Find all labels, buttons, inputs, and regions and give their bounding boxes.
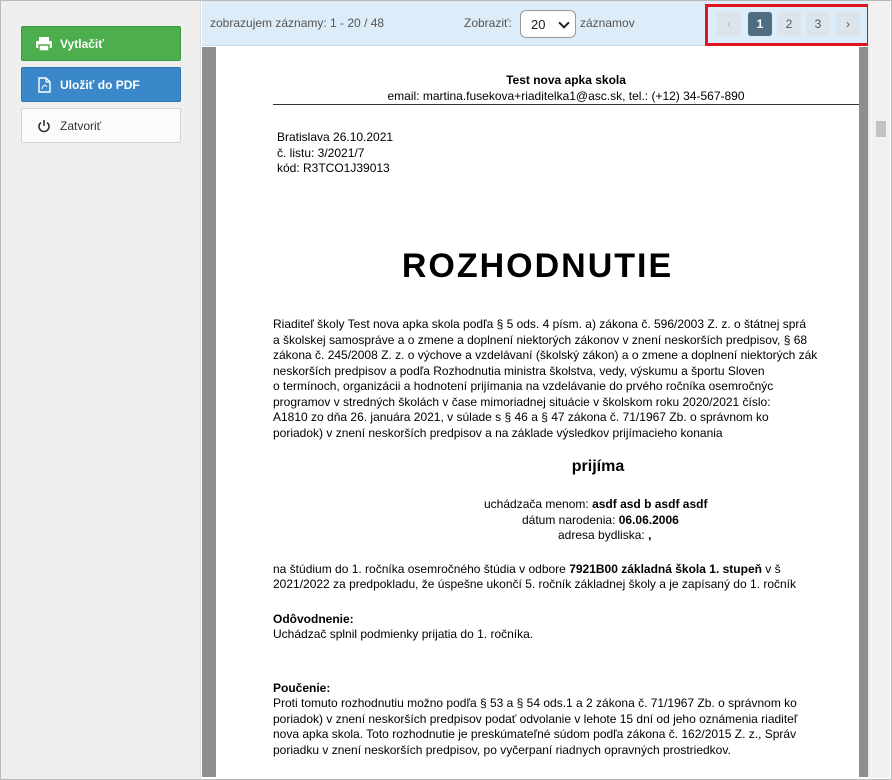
intro-line: neskorších predpisov a podľa Rozhodnutia ministra školstva, vedy, výskumu a športu Sloven [273, 363, 765, 378]
pdf-label: Uložiť do PDF [60, 77, 140, 92]
chevron-down-icon [558, 17, 569, 28]
intro-line: o termínoch, organizácii a hodnotení prijímania na vzdelávanie do prvého ročníka osemročnýc [273, 379, 774, 393]
place-date: Bratislava 26.10.2021 [277, 130, 394, 144]
print-button[interactable] [21, 26, 181, 61]
header-divider [273, 104, 859, 105]
letter-number: č. listu: 3/2021/7 [277, 146, 365, 160]
birth-label: dátum narodenia: [522, 513, 616, 527]
notice-line: poriadku v znení neskorších predpisov, po vyčerpaní riadnych opravných prostriedkov. [273, 742, 731, 757]
notice-line: Proti tomuto rozhodnutiu možno podľa § 53 a § 54 ods.1 a 2 zákona č. 71/1967 Zb. o správnom ko [273, 696, 797, 710]
candidate-name: asdf asd b asdf asdf [592, 497, 708, 511]
birth-row [522, 513, 679, 527]
page-3-button[interactable]: 3 [806, 12, 830, 36]
school-contact: email: martina.fusekova+riaditelka1@asc.sk, tel.: (+12) 34-567-890 [387, 89, 745, 103]
close-button[interactable] [21, 108, 181, 143]
birth-date: 06.06.2006 [618, 513, 679, 527]
document-title: ROZHODNUTIE [401, 247, 674, 285]
sidebar [1, 1, 201, 779]
page-scrollbar[interactable] [868, 1, 890, 778]
notice-paragraph [273, 696, 797, 758]
print-label: Vytlačiť [60, 36, 104, 51]
scrollbar-thumb[interactable] [876, 121, 886, 137]
document-viewer[interactable] [202, 47, 868, 777]
intro-paragraph [273, 317, 817, 441]
decision-word: prijíma [571, 458, 625, 475]
intro-line: zákona č. 245/2008 Z. z. o výchove a vzdelávaní (školský zákon) a o zmene a doplnení niektorých zák [273, 348, 818, 362]
save-pdf-button[interactable] [21, 67, 181, 102]
candidate-row [484, 497, 707, 511]
intro-line: poriadok) v znení neskorších predpisov a na základe výsledkov prijímacieho konania [273, 425, 723, 440]
intro-line: A1810 zo dňa 26. januára 2021, v súlade s § 46 a § 47 zákona č. 71/1967 Zb. o správnom ko [273, 410, 769, 424]
close-label: Zatvoriť [60, 118, 102, 133]
notice-line: poriadok) v znení neskorších predpisov podať odvolanie v lehote 15 dní od jeho oznámenia riaditeľ [273, 711, 798, 726]
page-1-button[interactable]: 1 [748, 12, 772, 36]
reason-text: Uchádzač splnil podmienky prijatia do 1. ročníka. [273, 627, 534, 641]
study-field: 7921B00 základná škola 1. stupeň [569, 562, 762, 576]
pdf-file-icon [36, 77, 52, 93]
study-text: na štúdium do 1. ročníka osemročného štúdia v odbore [273, 562, 566, 576]
reason-title: Odôvodnenie: [273, 612, 354, 626]
per-page-value: 20 [531, 16, 546, 32]
power-icon [36, 118, 52, 134]
school-name: Test nova apka skola [506, 73, 626, 87]
prev-page-button[interactable]: ‹ [717, 12, 741, 36]
study-text-end: v š [765, 562, 781, 576]
intro-line: Riaditeľ školy Test nova apka skola podľa § 5 ods. 4 písm. a) zákona č. 596/2003 Z. z. o štátnej sprá [273, 317, 807, 331]
intro-line: programov v stredných školách v čase mimoriadnej situácie v školskom roku 2020/2021 číslo: [273, 394, 771, 409]
address-label: adresa bydliska: [558, 528, 645, 542]
page-2-button[interactable]: 2 [777, 12, 801, 36]
next-page-button[interactable]: › [836, 12, 860, 36]
candidate-label: uchádzača menom: [484, 497, 589, 511]
per-page-select[interactable] [520, 10, 576, 38]
records-label: záznamov [580, 16, 635, 30]
document-page [216, 47, 859, 777]
study-line-1 [273, 562, 781, 576]
show-label: Zobraziť: [464, 16, 512, 30]
decision-code: kód: R3TCO1J39013 [277, 161, 390, 175]
address-row [558, 528, 651, 542]
notice-line: nova apka skola. Toto rozhodnutie je preskúmateľné súdom podľa zákona č. 162/2015 Z. z., Správ [273, 727, 797, 741]
records-count: zobrazujem záznamy: 1 - 20 / 48 [210, 16, 385, 30]
printer-icon [36, 36, 52, 52]
intro-line: a školskej samospráve a o zmene a doplnení niektorých zákonov v znení neskorších predpisov, § 68 [273, 332, 808, 347]
study-line-2: 2021/2022 za predpokladu, že úspešne ukončí 5. ročník základnej školy a je zapísaný do 1. ročník [273, 577, 796, 591]
address-value: , [648, 528, 652, 542]
notice-title: Poučenie: [273, 681, 331, 695]
